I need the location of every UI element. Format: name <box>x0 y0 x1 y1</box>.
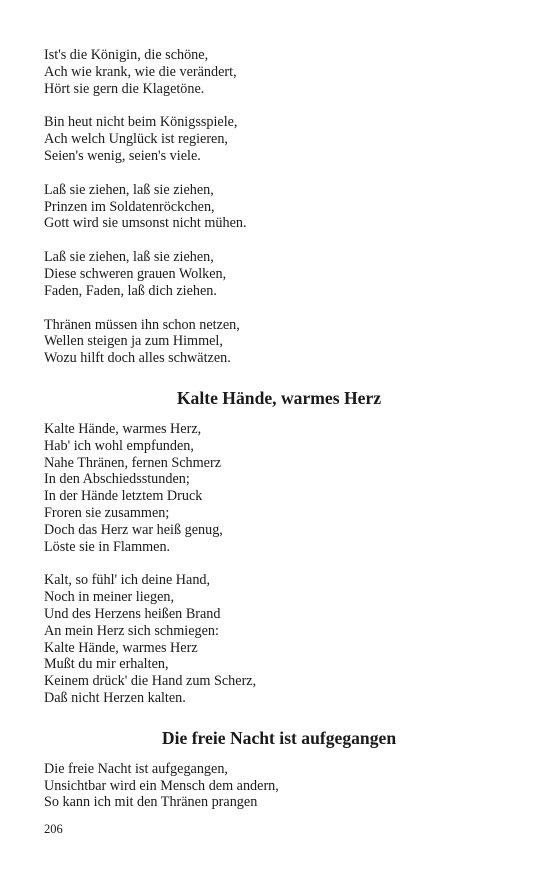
poem-title: Die freie Nacht ist aufgegangen <box>161 727 397 748</box>
stanza <box>44 421 514 555</box>
verse-line: Thränen müssen ihn schon netzen, <box>44 316 240 333</box>
verse-line: Und des Herzens heißen Brand <box>44 605 221 622</box>
verse-line: Unsichtbar wird ein Mensch dem andern, <box>44 777 279 794</box>
verse-line: Faden, Faden, laß dich ziehen. <box>44 282 217 299</box>
verse-line: Wozu hilft doch alles schwätzen. <box>44 350 231 367</box>
verse-line: Hab' ich wohl empfunden, <box>44 437 194 454</box>
verse-line: Kalte Hände, warmes Herz, <box>44 420 202 437</box>
verse-line: Mußt du mir erhalten, <box>44 656 169 673</box>
verse-line: Diese schweren grauen Wolken, <box>44 265 227 282</box>
verse-line: Wellen steigen ja zum Himmel, <box>44 333 223 350</box>
verse-line: In den Abschiedsstunden; <box>44 471 190 488</box>
verse-line: Prinzen im Soldatenröckchen, <box>44 198 215 215</box>
verse-line: An mein Herz sich schmiegen: <box>44 622 219 639</box>
stanza <box>44 47 514 97</box>
verse-line: Kalte Hände, warmes Herz <box>44 639 198 656</box>
verse-line: Ach welch Unglück ist regieren, <box>44 131 228 148</box>
verse-line: Ist's die Königin, die schöne, <box>44 47 209 63</box>
verse-line: Laß sie ziehen, laß sie ziehen, <box>44 249 214 266</box>
poem-title: Kalte Hände, warmes Herz <box>176 387 382 408</box>
verse-line: Nahe Thränen, fernen Schmerz <box>44 454 221 471</box>
verse-line: Gott wird sie umsonst nicht mühen. <box>44 215 247 232</box>
stanza <box>44 761 514 811</box>
stanza <box>44 182 514 232</box>
verse-line: Daß nicht Herzen kalten. <box>44 689 186 706</box>
verse-line: Seien's wenig, seien's viele. <box>44 147 201 164</box>
verse-line: Noch in meiner liegen, <box>44 589 175 606</box>
verse-line: Bin heut nicht beim Königsspiele, <box>44 114 238 131</box>
verse-line: Doch das Herz war heiß genug, <box>44 521 223 538</box>
stanza <box>44 317 514 367</box>
verse-line: Hört sie gern die Klagetöne. <box>44 80 205 97</box>
verse-line: Kalt, so fühl' ich deine Hand, <box>44 572 211 589</box>
verse-line: Die freie Nacht ist aufgegangen, <box>44 760 228 777</box>
verse-line: Froren sie zusammen; <box>44 504 170 521</box>
verse-line: Löste sie in Flammen. <box>44 538 171 555</box>
page-number: 206 <box>44 822 63 836</box>
stanza <box>44 114 514 164</box>
stanza <box>44 249 514 299</box>
verse-line: Keinem drück' die Hand zum Scherz, <box>44 673 257 690</box>
verse-line: Laß sie ziehen, laß sie ziehen, <box>44 181 214 198</box>
verse-line: In der Hände letztem Druck <box>44 488 203 505</box>
verse-line: Ach wie krank, wie die verändert, <box>44 63 237 80</box>
page-body <box>44 47 514 811</box>
verse-line: So kann ich mit den Thränen prangen <box>44 794 258 811</box>
stanza <box>44 572 514 706</box>
